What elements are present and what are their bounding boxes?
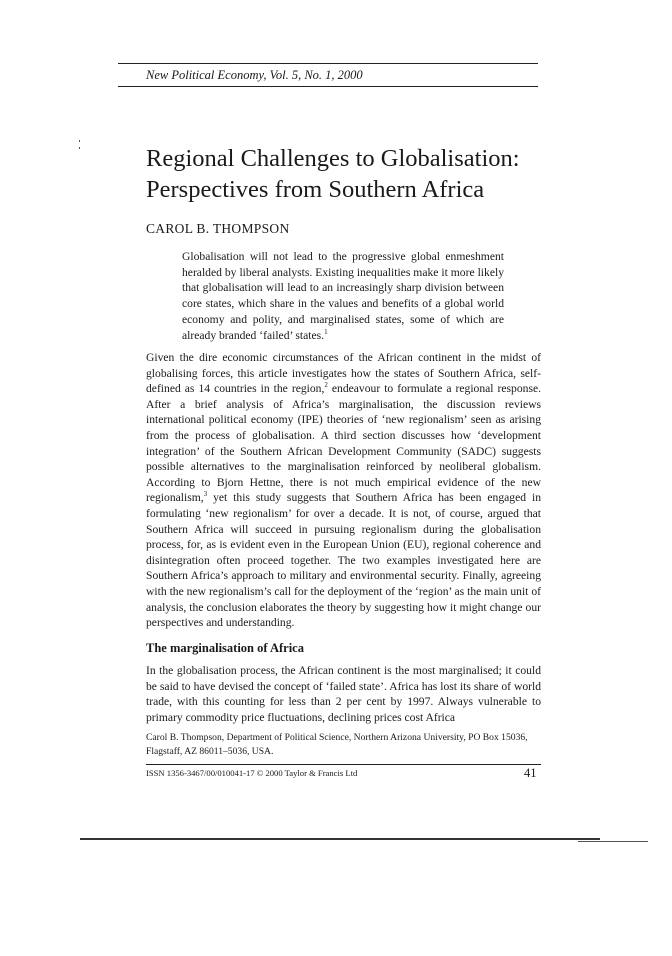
title-line-2: Perspectives from Southern Africa — [146, 176, 485, 203]
body-text: Given the dire economic circumstances of the African continent in the midst of globalising forces, this article investigates how the states of Southern Africa, self-defined as 14 countries in the region, — [146, 351, 541, 396]
header-top-rule — [118, 63, 538, 64]
section-paragraph: In the globalisation process, the African continent is the most marginalised; it could be said to have devised the concept of ‘failed state’. Africa has lost its share of world trade, with this counting for less than 2 per cent by 1997. Always vulnerable to primary commodity price fluctuations, declining prices cost Africa — [146, 664, 541, 724]
footnote-ref: 3 — [203, 490, 208, 499]
article-title — [146, 143, 520, 205]
footnote-ref: 2 — [324, 381, 328, 390]
abstract — [182, 249, 504, 343]
margin-mark — [79, 147, 80, 149]
introduction-text — [146, 350, 541, 631]
section-text — [146, 663, 541, 725]
margin-mark — [79, 140, 80, 142]
footnote-ref: 1 — [324, 327, 328, 336]
title-line-1: Regional Challenges to Globalisation: — [146, 145, 520, 172]
scan-edge-line — [80, 838, 600, 840]
abstract-text: Globalisation will not lead to the progressive global enmeshment heralded by liberal analysts. Existing inequalities make it more likely that globalisation will lead to an increasingly sharp division between core states, which share in the values and benefits of a global world economy and polity, and marginalised states, some of which are already branded ‘failed’ states. — [182, 250, 504, 342]
author-affiliation — [146, 731, 546, 758]
footer-rule — [146, 764, 541, 765]
author-name: CAROL B. THOMPSON — [146, 221, 290, 236]
section-heading: The marginalisation of Africa — [146, 641, 304, 655]
journal-citation: New Political Economy, Vol. 5, No. 1, 2000 — [146, 68, 363, 82]
scan-edge-line — [578, 841, 648, 842]
page-number: 41 — [524, 766, 537, 780]
body-text: yet this study suggests that Southern Africa has been engaged in formulating ‘new regionalism’ for over a decade. It is not, of course, argued that Southern Africa will succeed in pursuing regionalism during the globalisation process, for, as is evident even in the European Union (EU), regional coherence and disintegration often proceed together. The two examples investigated here are Southern Africa’s approach to military and environmental security. Finally, agreeing with the new regionalism’s call for the deployment of the ‘region’ as the main unit of analysis, the conclusion elaborates the theory by suggesting how it might change our perspectives and understanding. — [146, 491, 541, 630]
body-text: endeavour to formulate a regional response. After a brief analysis of Africa’s marginalisation, the discussion reviews international political economy (IPE) theories of ‘new regionalism’ seen as arising from the process of globalisation. A third section discusses how ‘development integration’ of the Southern African Development Community (SADC) suggests possible alternatives to the marginalisation reinforced by neoliberal globalism. According to Bjorn Hettne, there is not much empirical evidence of the new regionalism, — [146, 382, 541, 505]
header-bottom-rule — [118, 86, 538, 87]
affiliation-line: Carol B. Thompson, Department of Political Science, Northern Arizona University, PO Box 15036, — [146, 732, 528, 743]
affiliation-line: Flagstaff, AZ 86011–5036, USA. — [146, 745, 274, 757]
issn-line: ISSN 1356-3467/00/010041-17 © 2000 Taylor & Francis Ltd — [146, 768, 358, 778]
